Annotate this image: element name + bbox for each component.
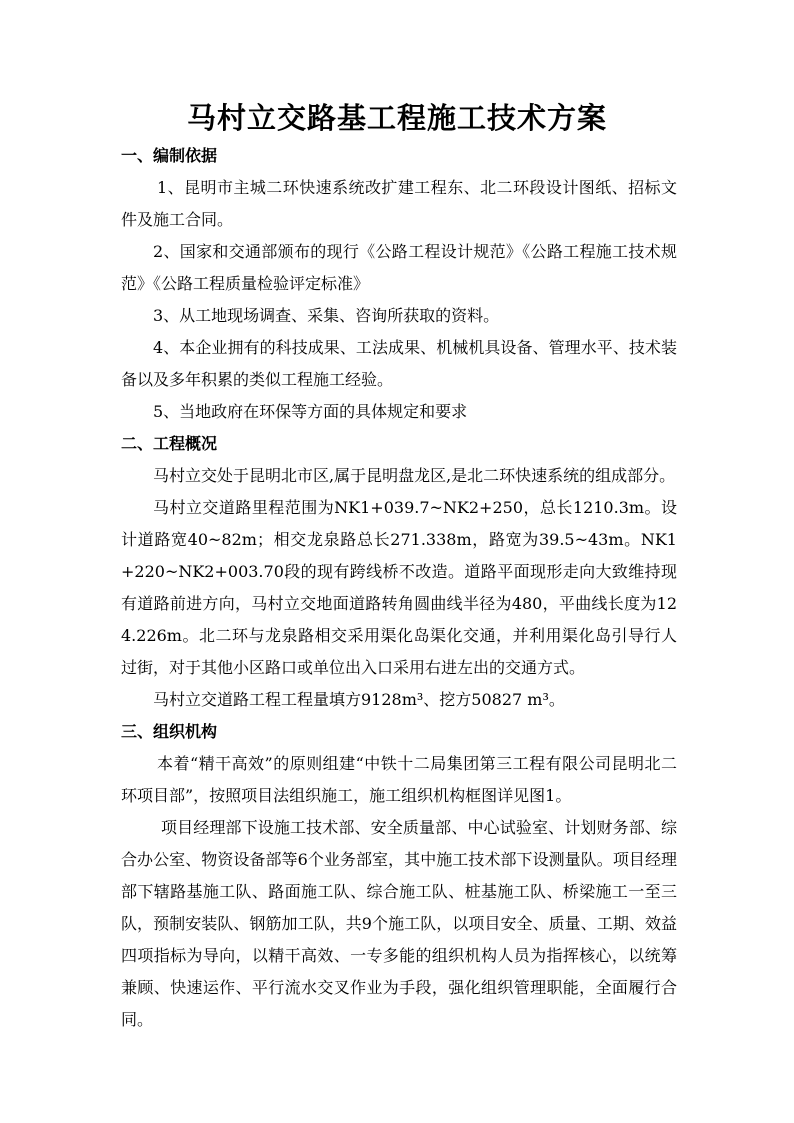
- paragraph: 马村立交道路里程范围为NK1+039.7~NK2+250，总长1210.3m。设计道路宽40~82m；相交龙泉路总长271.338m，路宽为39.5~43m。NK1+220~NK2+003.70段的现有跨线桥不改造。道路平面现形走向大致维持现有道路前进方向，马村立交地面道路转角圆曲线半径为480，平曲线长度为124.226m。北二环与龙泉路相交采用渠化岛渠化交通，并利用渠化岛引导行人过街，对于其他小区路口或单位出入口采用右进左出的交通方式。: [121, 498, 677, 677]
- paragraph: 1、昆明市主城二环快速系统改扩建工程东、北二环段设计图纸、招标文件及施工合同。: [121, 178, 677, 229]
- paragraph: 项目经理部下设施工技术部、安全质量部、中心试验室、计划财务部、综合办公室、物资设备部等6个业务部室，其中施工技术部下设测量队。项目经理部下辖路基施工队、路面施工队、综合施工队、桩基施工队、桥梁施工一至三队，预制安装队、钢筋加工队，共9个施工队，以项目安全、质量、工期、效益四项指标为导向，以精干高效、一专多能的组织机构人员为指挥核心，以统筹兼顾、快速运作、平行流水交叉作业为手段，强化组织管理职能，全面履行合同。: [121, 818, 677, 1029]
- section-organization: [121, 716, 677, 1036]
- document-body: [121, 140, 677, 1036]
- paragraph: 4、本企业拥有的科技成果、工法成果、机械机具设备、管理水平、技术装备以及多年积累的类似工程施工经验。: [121, 338, 677, 389]
- section-basis: [121, 140, 677, 428]
- paragraph: 本着“精干高效”的原则组建“中铁十二局集团第三工程有限公司昆明北二环项目部”，按照项目法组织施工，施工组织机构框图详见图1。: [121, 754, 677, 805]
- paragraph: 3、从工地现场调查、采集、咨询所获取的资料。: [153, 306, 500, 325]
- document-title: 马村立交路基工程施工技术方案: [186, 101, 607, 135]
- paragraph: 2、国家和交通部颁布的现行《公路工程设计规范》《公路工程施工技术规范》《公路工程质量检验评定标准》: [121, 242, 677, 293]
- section-heading: 二、工程概况: [121, 434, 218, 453]
- paragraph: 5、当地政府在环保等方面的具体规定和要求: [153, 402, 468, 421]
- paragraph: 马村立交道路工程工程量填方9128m³、挖方50827 m³。: [153, 690, 565, 709]
- section-overview: [121, 428, 677, 716]
- paragraph: 马村立交处于昆明北市区,属于昆明盘龙区,是北二环快速系统的组成部分。: [153, 466, 676, 485]
- section-heading: 三、组织机构: [121, 722, 218, 741]
- section-heading: 一、编制依据: [121, 146, 218, 165]
